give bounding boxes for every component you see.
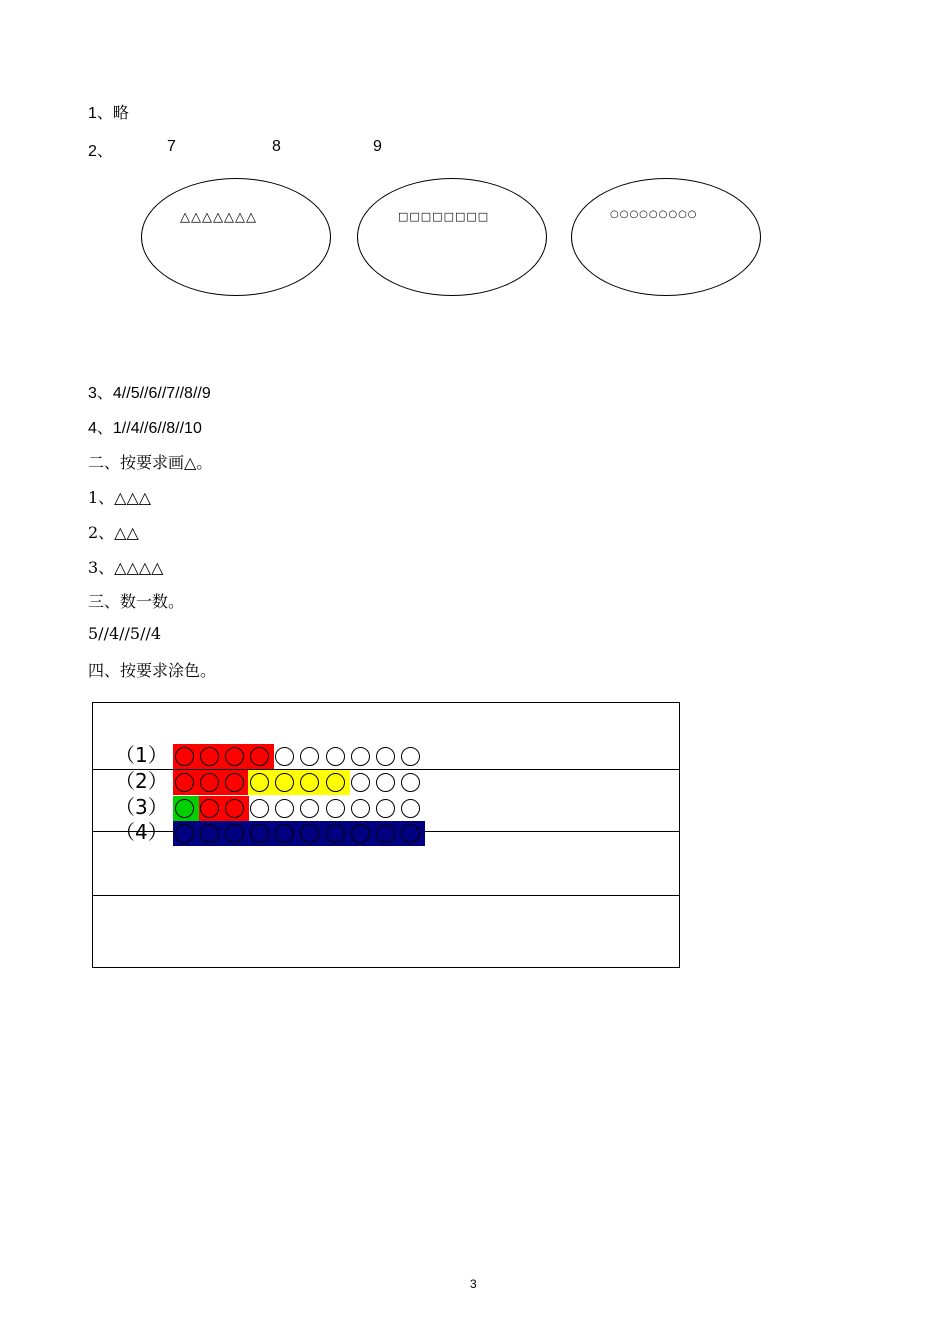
circle-icon[interactable] bbox=[275, 799, 294, 818]
circle-icon[interactable] bbox=[401, 824, 420, 843]
circle-icon[interactable] bbox=[300, 747, 319, 766]
circle-icon[interactable] bbox=[376, 799, 395, 818]
square-group: □□□□□□□□ bbox=[398, 210, 490, 223]
section4-title: 四、按要求涂色。 bbox=[88, 661, 217, 680]
circle-icon[interactable] bbox=[300, 824, 319, 843]
circle-icon[interactable] bbox=[250, 799, 269, 818]
row-label: （4） bbox=[115, 820, 168, 844]
circle-icon[interactable] bbox=[351, 773, 370, 792]
circle-icon[interactable] bbox=[275, 773, 294, 792]
circle-icon[interactable] bbox=[376, 773, 395, 792]
q2-number-9: 9 bbox=[373, 138, 382, 155]
circle-icon[interactable] bbox=[401, 773, 420, 792]
page-number: 3 bbox=[470, 1277, 477, 1291]
circle-icon[interactable] bbox=[326, 824, 345, 843]
section2-title: 二、按要求画△。 bbox=[88, 453, 213, 472]
circle-icon[interactable] bbox=[300, 773, 319, 792]
circle-icon[interactable] bbox=[200, 747, 219, 766]
section2-item-1: 1、△△△ bbox=[88, 488, 152, 507]
circle-icon[interactable] bbox=[275, 747, 294, 766]
ellipse-circles bbox=[571, 178, 761, 296]
circle-icon[interactable] bbox=[401, 799, 420, 818]
circle-icon[interactable] bbox=[376, 747, 395, 766]
box-divider bbox=[93, 895, 679, 896]
q1-answer: 1、略 bbox=[88, 105, 129, 122]
ellipse-squares bbox=[357, 178, 547, 296]
row-label: （1） bbox=[115, 743, 168, 767]
circle-icon[interactable] bbox=[200, 824, 219, 843]
circle-icon[interactable] bbox=[200, 773, 219, 792]
circle-icon[interactable] bbox=[326, 747, 345, 766]
circle-icon[interactable] bbox=[225, 799, 244, 818]
row-label: （2） bbox=[115, 769, 168, 793]
q2-prefix: 2、 bbox=[88, 143, 113, 160]
circle-row bbox=[175, 744, 426, 768]
circle-row bbox=[175, 796, 426, 820]
circle-icon[interactable] bbox=[351, 747, 370, 766]
circle-icon[interactable] bbox=[250, 773, 269, 792]
circle-group: ○○○○○○○○○ bbox=[610, 209, 698, 220]
circle-icon[interactable] bbox=[225, 747, 244, 766]
circle-icon[interactable] bbox=[376, 824, 395, 843]
q4-answer: 4、1//4//6//8//10 bbox=[88, 420, 202, 437]
circle-icon[interactable] bbox=[175, 773, 194, 792]
section3-answer: 5//4//5//4 bbox=[88, 624, 162, 643]
circle-icon[interactable] bbox=[225, 824, 244, 843]
circle-icon[interactable] bbox=[175, 799, 194, 818]
circle-icon[interactable] bbox=[326, 799, 345, 818]
section2-item-3: 3、△△△△ bbox=[88, 558, 164, 577]
circle-icon[interactable] bbox=[225, 773, 244, 792]
circle-icon[interactable] bbox=[175, 747, 194, 766]
triangle-group: △△△△△△△ bbox=[180, 209, 257, 224]
circle-icon[interactable] bbox=[250, 747, 269, 766]
circle-row bbox=[175, 770, 426, 794]
circle-icon[interactable] bbox=[200, 799, 219, 818]
q2-number-8: 8 bbox=[272, 138, 281, 155]
circle-row bbox=[175, 821, 426, 845]
q2-number-7: 7 bbox=[167, 138, 176, 155]
circle-icon[interactable] bbox=[326, 773, 345, 792]
circle-icon[interactable] bbox=[275, 824, 294, 843]
circle-icon[interactable] bbox=[300, 799, 319, 818]
section3-title: 三、数一数。 bbox=[88, 592, 185, 611]
q3-answer: 3、4//5//6//7//8//9 bbox=[88, 385, 211, 402]
circle-icon[interactable] bbox=[351, 799, 370, 818]
row-label: （3） bbox=[115, 795, 168, 819]
circle-icon[interactable] bbox=[250, 824, 269, 843]
circle-icon[interactable] bbox=[401, 747, 420, 766]
circle-icon[interactable] bbox=[175, 824, 194, 843]
circle-icon[interactable] bbox=[351, 824, 370, 843]
ellipse-triangles bbox=[141, 178, 331, 296]
section2-item-2: 2、△△ bbox=[88, 523, 139, 542]
